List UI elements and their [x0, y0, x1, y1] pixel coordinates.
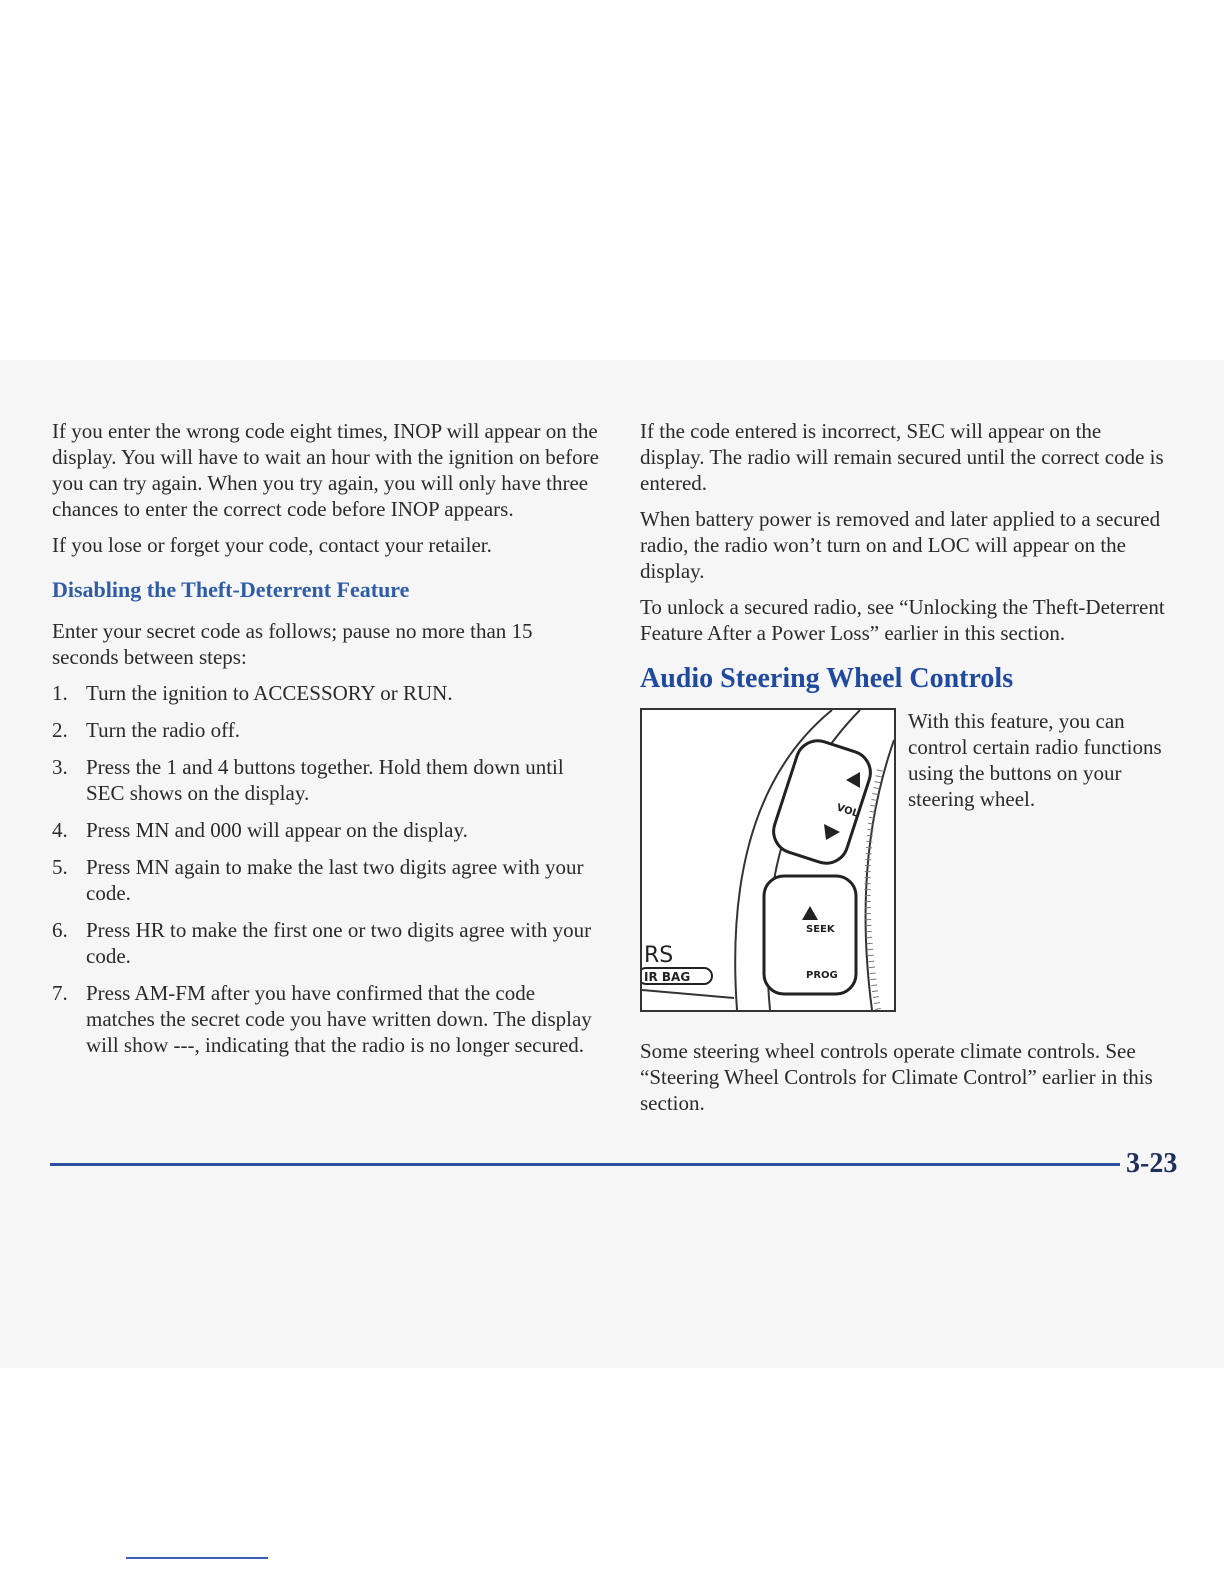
list-item — [52, 717, 600, 743]
section-title: Audio Steering Wheel Controls — [640, 663, 1014, 694]
figure-caption: With this feature, you can control certain radio functions using the buttons on your steering wheel. — [908, 709, 1162, 811]
figure-row — [640, 708, 1170, 1012]
airbag-label: IR BAG — [644, 970, 691, 984]
step-text: Press MN again to make the last two digits agree with your code. — [86, 855, 584, 905]
body-paragraph: If the code entered is incorrect, SEC will appear on the display. The radio will remain secured until the correct code is entered. — [640, 419, 1164, 495]
list-item — [52, 817, 600, 843]
step-number: 5. — [52, 855, 68, 879]
step-text: Press AM-FM after you have confirmed that the code matches the secret code you have written down. The display will show ---, indicating that the radio is no longer secured. — [86, 981, 592, 1057]
steering-wheel-illustration — [640, 708, 896, 1012]
left-column — [52, 418, 600, 1069]
step-number: 2. — [52, 718, 68, 742]
wheel-hub-line — [642, 990, 734, 998]
body-paragraph: To unlock a secured radio, see “Unlocking the Theft-Deterrent Feature After a Power Loss” earlier in this section. — [640, 595, 1165, 645]
list-item — [52, 980, 600, 1058]
volume-button-housing — [768, 735, 876, 869]
list-item — [52, 917, 600, 969]
subheading-disabling: Disabling the Theft-Deterrent Feature — [52, 577, 410, 602]
step-number: 4. — [52, 818, 68, 842]
right-column — [640, 418, 1170, 1126]
step-text: Press HR to make the first one or two digits agree with your code. — [86, 918, 592, 968]
closing-paragraph: Some steering wheel controls operate climate controls. See “Steering Wheel Controls for Climate Control” earlier in this section. — [640, 1039, 1153, 1115]
steering-wheel-drawing — [642, 710, 894, 1010]
wheel-grip-texture — [867, 770, 880, 1010]
step-text: Turn the radio off. — [86, 718, 240, 742]
body-paragraph: When battery power is removed and later applied to a secured radio, the radio won’t turn on and LOC will appear on the display. — [640, 507, 1161, 583]
step-number: 1. — [52, 681, 68, 705]
step-number: 7. — [52, 981, 68, 1005]
prog-label: PROG — [806, 970, 838, 981]
list-item — [52, 754, 600, 806]
step-text: Press the 1 and 4 buttons together. Hold them down until SEC shows on the display. — [86, 755, 564, 805]
intro-paragraph: If you enter the wrong code eight times, INOP will appear on the display. You will have to wait an hour with the ignition on before you can try again. When you try again, you will only have three chances to enter the correct code before INOP appears. — [52, 419, 599, 521]
footer-rule — [50, 1163, 1120, 1166]
step-number: 3. — [52, 755, 68, 779]
list-item — [52, 854, 600, 906]
steps-intro: Enter your secret code as follows; pause no more than 15 seconds between steps: — [52, 619, 533, 669]
bottom-link-underline — [126, 1557, 268, 1559]
steps-list — [52, 680, 600, 1058]
step-text: Press MN and 000 will appear on the display. — [86, 818, 468, 842]
step-number: 6. — [52, 918, 68, 942]
intro-paragraph: If you lose or forget your code, contact your retailer. — [52, 533, 492, 557]
step-text: Turn the ignition to ACCESSORY or RUN. — [86, 681, 453, 705]
list-item — [52, 680, 600, 706]
vol-label: VOL — [835, 802, 860, 820]
seek-label: SEEK — [806, 924, 835, 935]
rs-label: RS — [644, 943, 674, 968]
page-number: 3-23 — [1126, 1148, 1178, 1179]
